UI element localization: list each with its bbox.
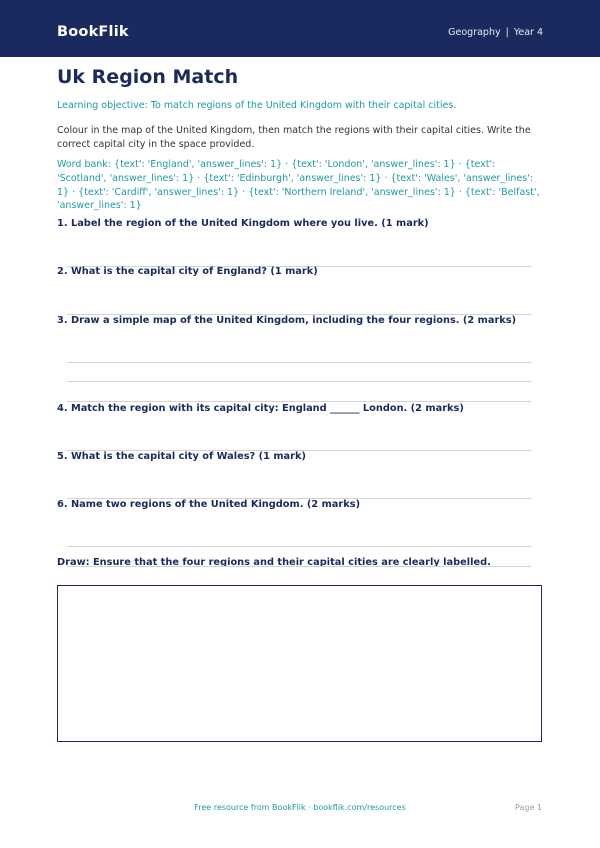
page-header <box>0 0 600 57</box>
subject-label: Geography <box>448 27 501 38</box>
subject-year-label <box>448 26 543 40</box>
draw-prompt: Draw: Ensure that the four regions and their capital cities are clearly labelled. <box>57 557 491 568</box>
answer-line[interactable] <box>67 566 531 567</box>
header-separator: | <box>505 27 509 38</box>
page-number: Page 1 <box>515 803 542 812</box>
answer-line[interactable] <box>67 381 531 382</box>
word-bank: Word bank: {text': 'England', 'answer_lines': 1} · {text': 'London', 'answer_lines': 1} · {text': 'Scotland', 'answer_lines': 1} · {text': 'Edinburgh', 'answer_lines': 1} · {text': 'Wales', 'answer_lines': 1} · {text': 'Cardiff', 'answer_lines': 1} · {text': 'Northern Ireland', 'answer_lines': 1} · {text': 'Belfast', 'answer_lines': 1} <box>57 159 540 212</box>
year-label: Year 4 <box>513 27 543 38</box>
footer-text: Free resource from BookFlik · bookflik.com/resources <box>194 803 406 812</box>
question-4: 4. Match the region with its capital city: England ______ London. (2 marks) <box>57 403 464 414</box>
drawing-area[interactable] <box>57 585 542 742</box>
question-2: 2. What is the capital city of England? (1 mark) <box>57 266 318 277</box>
answer-line[interactable] <box>67 362 531 363</box>
brand-logo: BookFlik <box>57 24 129 40</box>
question-5: 5. What is the capital city of Wales? (1 mark) <box>57 451 306 462</box>
answer-line[interactable] <box>67 546 531 547</box>
question-6: 6. Name two regions of the United Kingdom. (2 marks) <box>57 499 361 510</box>
question-3: 3. Draw a simple map of the United Kingdom, including the four regions. (2 marks) <box>57 315 517 326</box>
worksheet-title: Uk Region Match <box>57 66 239 88</box>
instructions-text: Colour in the map of the United Kingdom, then match the regions with their capital cities. Write the correct capital city in the space provided. <box>57 125 531 151</box>
learning-objective: Learning objective: To match regions of the United Kingdom with their capital cities. <box>57 100 457 111</box>
question-1: 1. Label the region of the United Kingdom where you live. (1 mark) <box>57 218 429 229</box>
